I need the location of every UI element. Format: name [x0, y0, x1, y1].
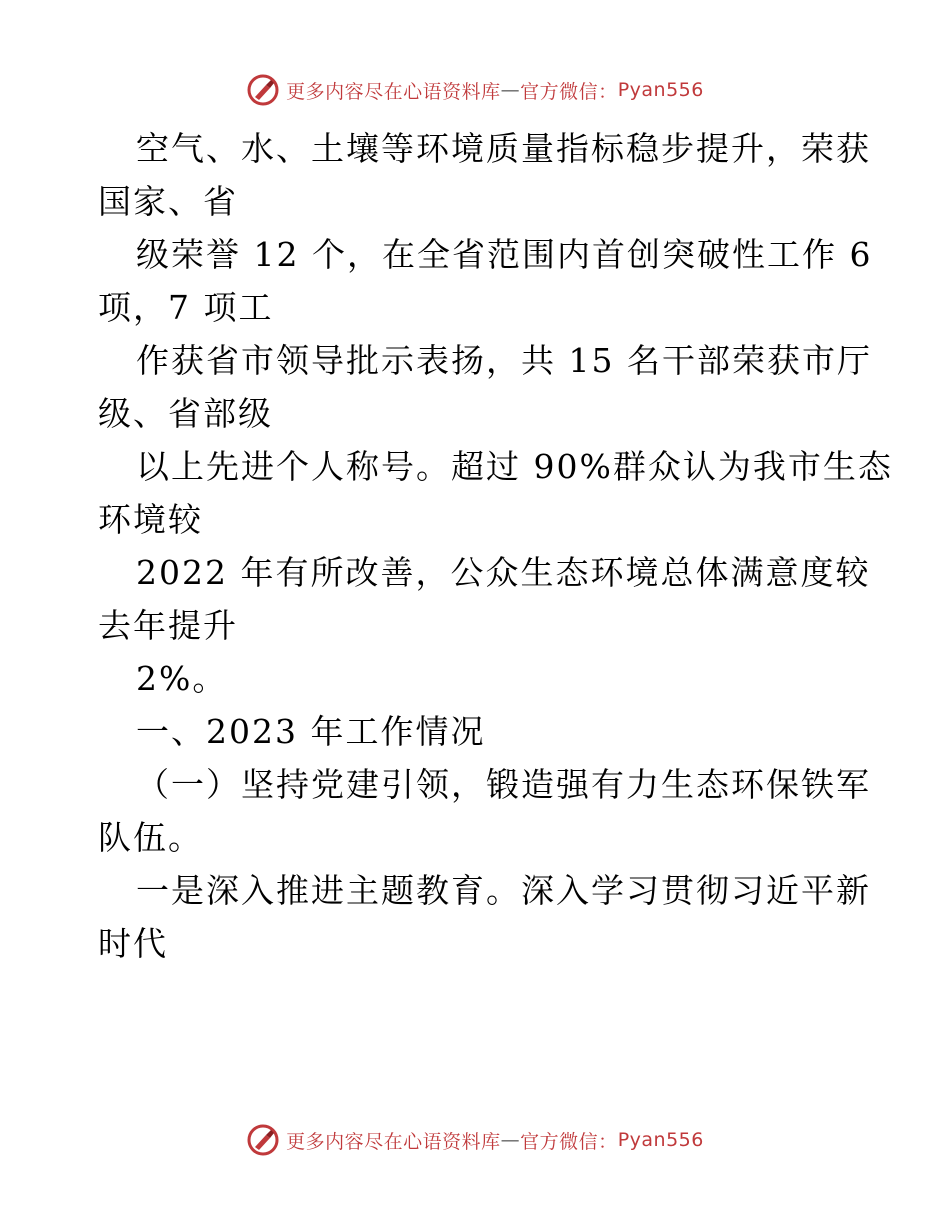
watermark-text: 更多内容尽在心语资料库 [286, 1130, 501, 1153]
pen-logo-icon [246, 1123, 280, 1157]
text-line: 去年提升 [98, 606, 238, 645]
watermark-handle: Pyan556 [617, 1129, 704, 1151]
text-line: 项，7 项工 [98, 288, 274, 327]
watermark-dash: — [500, 79, 521, 101]
text-line: 2022 年有所改善，公众生态环境总体满意度较 [136, 553, 871, 592]
text-line: 作获省市领导批示表扬，共 15 名干部荣获市厅 [136, 341, 872, 380]
text-line: 时代 [98, 924, 168, 963]
text-line: 一是深入推进主题教育。深入学习贯彻习近平新 [136, 871, 871, 910]
watermark-wechat-label: 官方微信： [520, 80, 618, 103]
watermark-dash: — [500, 1129, 521, 1151]
text-line: 以上先进个人称号。超过 90%群众认为我市生态 [136, 447, 893, 486]
text-line: 队伍。 [98, 818, 203, 857]
pen-logo-icon [246, 73, 280, 107]
watermark-text: 更多内容尽在心语资料库 [286, 80, 501, 103]
footer-watermark [0, 1120, 950, 1160]
document-body [98, 122, 893, 970]
text-line: 2%。 [136, 659, 228, 698]
text-line: 级、省部级 [98, 394, 273, 433]
text-line: 级荣誉 12 个，在全省范围内首创突破性工作 6 [136, 235, 873, 274]
section-heading: 一、2023 年工作情况 [136, 712, 486, 751]
text-line: 国家、省 [98, 182, 238, 221]
header-watermark [0, 70, 950, 110]
subsection-heading: （一）坚持党建引领，锻造强有力生态环保铁军 [136, 765, 871, 804]
watermark-wechat-label: 官方微信： [520, 1130, 618, 1153]
text-line: 空气、水、土壤等环境质量指标稳步提升，荣获 [136, 129, 871, 168]
watermark-handle: Pyan556 [617, 79, 704, 101]
text-line: 环境较 [98, 500, 203, 539]
